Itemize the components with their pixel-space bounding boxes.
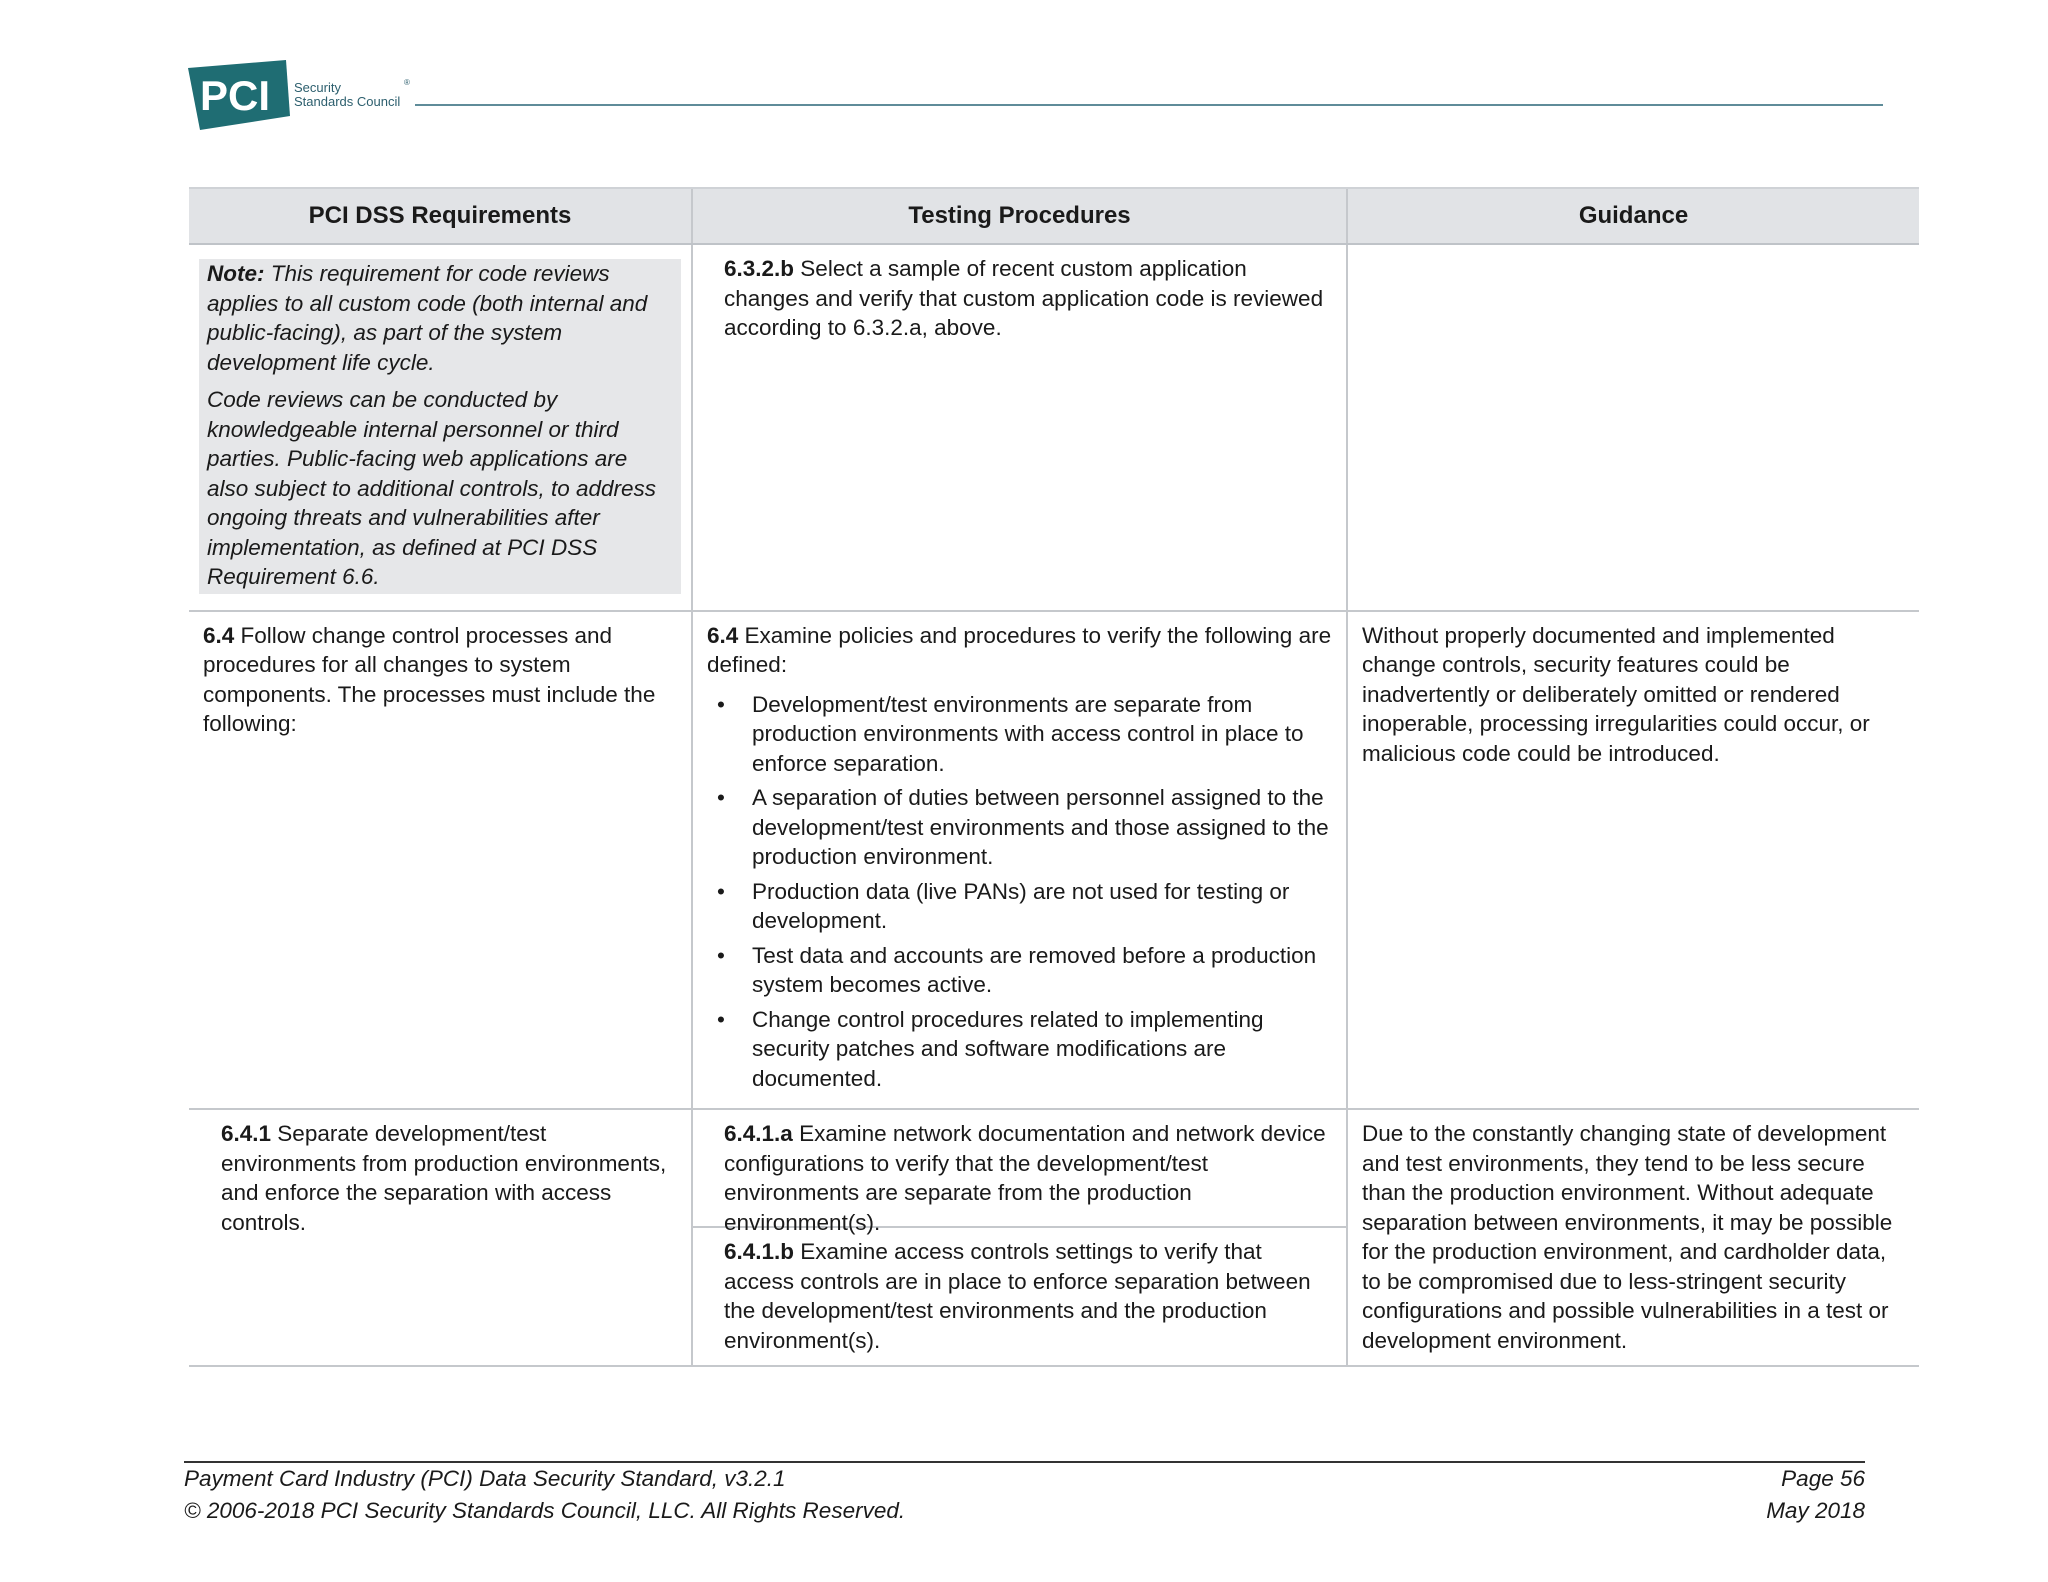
header-rule xyxy=(415,104,1883,106)
testing-cell-6-4-1 xyxy=(692,1109,1347,1366)
procedure-id: 6.4 xyxy=(707,622,739,648)
footer-row-1 xyxy=(184,1463,1865,1495)
list-item: • Development/test environments are separate from production environments with access control in place to enforce separation. xyxy=(707,690,1332,779)
requirement-text: Separate development/test environments from production environments, and enforce the separation with access controls. xyxy=(221,1121,667,1235)
guidance-cell-6-4-1: Due to the constantly changing state of development and test environments, they tend to be less secure than the production environment. Without adequate separation between environments, it may be possible for the production environment, and cardholder data, to be compromised due to less-stringent security configurations and possible vulnerabilities in a test or development environment. xyxy=(1347,1109,1919,1366)
col-header-guidance: Guidance xyxy=(1347,188,1919,244)
svg-text:PCI: PCI xyxy=(200,72,271,119)
note-text: This requirement for code reviews applies to all custom code (both internal and public-facing), as part of the system development life cycle. xyxy=(207,261,648,375)
procedure-text: Select a sample of recent custom application changes and verify that custom application code is reviewed according to 6.3.2.a, above. xyxy=(724,256,1324,340)
logo-wordmark xyxy=(294,81,400,109)
guidance-cell-6-4: Without properly documented and implemented change controls, security features could be inadvertently or deliberately omitted or rendered inoperable, processing irregularities could occur, or malicious code could be introduced. xyxy=(1347,611,1919,1110)
requirement-text: Follow change control processes and procedures for all changes to system components. The processes must include the following: xyxy=(203,622,656,736)
pci-logo-mark xyxy=(186,60,292,132)
procedure-text: Examine access controls settings to verify that access controls are in place to enforce separation between the development/test environments and the production environment(s). xyxy=(724,1239,1311,1353)
note-box xyxy=(199,259,681,594)
registered-mark: ® xyxy=(404,78,410,87)
note-label: Note: xyxy=(207,261,265,286)
pci-logo xyxy=(186,60,426,132)
testing-cell-6-4 xyxy=(692,611,1347,1110)
requirement-cell-6-4-1 xyxy=(189,1109,692,1366)
list-item: • A separation of duties between personnel assigned to the development/test environments and those assigned to the production environment. xyxy=(707,783,1332,872)
logo-line1: Security xyxy=(294,80,341,95)
page-footer xyxy=(184,1461,1865,1527)
note-paragraph-2: Code reviews can be conducted by knowledgeable internal personnel or third parties. Public-facing web applications are also subject to additional controls, to address ongoing threats and vulnerabilities after implementation, as defined at PCI DSS Requirement 6.6. xyxy=(207,387,657,589)
procedure-id: 6.4.1.a xyxy=(724,1121,793,1146)
col-header-testing-procedures: Testing Procedures xyxy=(692,188,1347,244)
page-number: Page 56 xyxy=(1781,1466,1865,1491)
copyright: © 2006-2018 PCI Security Standards Council, LLC. All Rights Reserved. xyxy=(184,1498,906,1523)
procedure-text: Examine network documentation and network device configurations to verify that the development/test environments are separate from the production environment(s). xyxy=(724,1121,1326,1235)
list-item: • Test data and accounts are removed before a production system becomes active. xyxy=(707,941,1332,1000)
guidance-cell-empty xyxy=(1347,244,1919,611)
procedure-text: Examine policies and procedures to verify the following are defined: xyxy=(707,622,1332,677)
col-header-requirements: PCI DSS Requirements xyxy=(189,188,692,244)
list-item: • Production data (live PANs) are not used for testing or development. xyxy=(707,877,1332,936)
procedure-id: 6.4.1.b xyxy=(724,1239,795,1264)
document-title: Payment Card Industry (PCI) Data Security Standard, v3.2.1 xyxy=(184,1466,786,1491)
requirement-cell-note xyxy=(189,244,692,611)
procedure-6-4-1-a xyxy=(693,1110,1346,1235)
requirement-id: 6.4.1 xyxy=(221,1121,272,1146)
procedure-6-4-1-b xyxy=(693,1228,1346,1365)
page-header xyxy=(0,0,2048,140)
table-row xyxy=(189,244,1919,611)
testing-cell-6-3-2-b xyxy=(692,244,1347,611)
footer-row-2 xyxy=(184,1495,1865,1527)
table-row xyxy=(189,611,1919,1110)
requirement-cell-6-4 xyxy=(189,611,692,1110)
requirements-table xyxy=(189,187,1919,1367)
table-header-row xyxy=(189,188,1919,244)
logo-line2: Standards Council xyxy=(294,94,401,109)
table-row xyxy=(189,1109,1919,1366)
procedure-id: 6.3.2.b xyxy=(724,256,795,281)
document-date: May 2018 xyxy=(1766,1498,1865,1523)
procedure-bullet-list xyxy=(707,690,1332,1094)
list-item: • Change control procedures related to implementing security patches and software modifications are documented. xyxy=(707,1005,1332,1094)
requirement-id: 6.4 xyxy=(203,622,235,648)
note-paragraph-1 xyxy=(207,259,673,377)
